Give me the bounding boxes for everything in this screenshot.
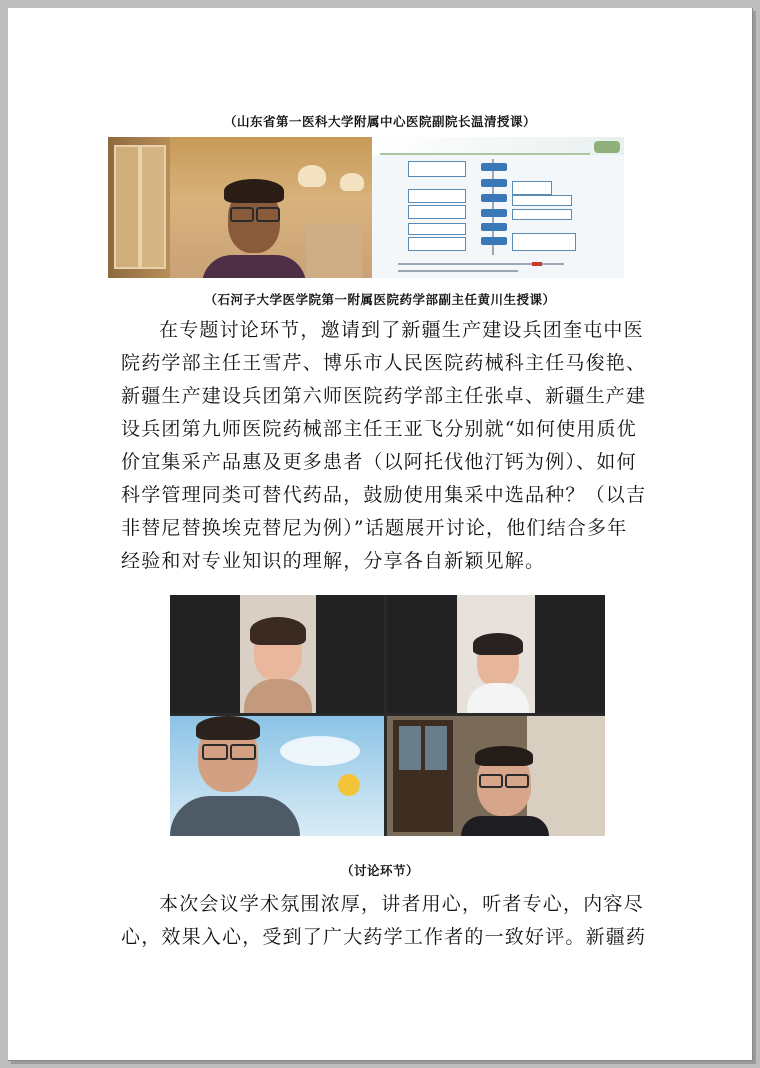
caption-bottom: （讨论环节） — [340, 863, 419, 878]
text-line: 在专题讨论环节，邀请到了新疆生产建设兵团奎屯中医 — [159, 319, 644, 341]
video-tile-1 — [170, 595, 384, 713]
closing-paragraph — [121, 888, 651, 954]
text-line: 价宜集采产品惠及更多患者（以阿托伐他汀钙为例）、如何 — [121, 451, 637, 473]
video-tile-3 — [170, 716, 384, 836]
lecture-slide-frame — [372, 137, 624, 278]
text-line: 院药学部主任王雪芹、博乐市人民医院药械科主任马俊艳、 — [121, 352, 647, 374]
lecturer-video-frame — [108, 137, 372, 278]
caption-middle: （石河子大学医学院第一附属医院药学部副主任黄川生授课） — [204, 292, 556, 307]
video-tile-2 — [387, 595, 605, 713]
text-line: 科学管理同类可替代药品，鼓励使用集采中选品种？（以吉 — [121, 484, 647, 506]
discussion-paragraph — [121, 314, 651, 578]
text-line: 心，效果入心，受到了广大药学工作者的一致好评。新疆药 — [121, 926, 647, 948]
video-tile-4 — [387, 716, 605, 836]
document-page — [8, 8, 753, 1061]
text-line: 本次会议学术氛围浓厚，讲者用心，听者专心，内容尽 — [159, 893, 644, 915]
text-line: 经验和对专业知识的理解，分享各自新颖见解。 — [121, 550, 546, 572]
text-line: 设兵团第九师医院药械部主任王亚飞分别就“如何使用质优 — [121, 418, 637, 440]
text-line: 新疆生产建设兵团第六师医院药学部主任张卓、新疆生产建 — [121, 385, 647, 407]
text-line: 非替尼替换埃克替尼为例）”话题展开讨论，他们结合多年 — [121, 517, 628, 539]
discussion-video-grid — [170, 595, 605, 836]
caption-top: （山东省第一医科大学附属中心医院副院长温清授课） — [223, 114, 536, 129]
